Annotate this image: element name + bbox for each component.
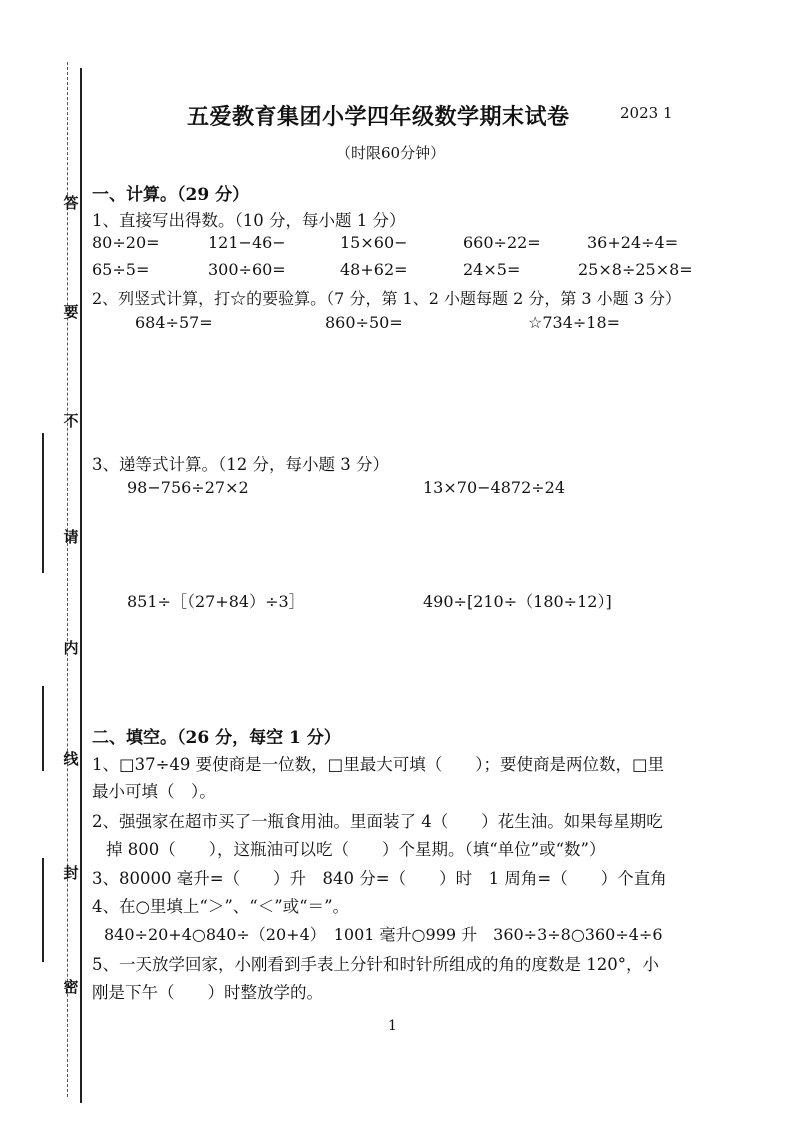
q1-expr: 80÷20= <box>92 233 160 252</box>
fill-line: 最小可填（ ）。 <box>92 782 216 801</box>
q1-expr: 36+24÷4= <box>587 233 679 252</box>
cut-line-dashed <box>67 62 68 1097</box>
binding-bar-2 <box>42 686 44 771</box>
fill-line: 掉 800（ ），这瓶油可以吃（ ）个星期。（填“单位”或“数”） <box>106 840 606 859</box>
margin-char-7: 封 <box>63 864 79 882</box>
q3-item: 13×70−4872÷24 <box>423 478 566 497</box>
binding-bar-3 <box>42 858 44 962</box>
page-number: 1 <box>388 1018 397 1034</box>
q3-item: 851÷［（27+84）÷3］ <box>127 592 305 611</box>
fill-line: 4、在○里填上“＞”、“＜”或“＝”。 <box>92 897 350 916</box>
margin-char-2: 要 <box>63 303 79 321</box>
q1-expr: 24×5= <box>463 260 521 279</box>
fill-line: 5、一天放学回家，小刚看到手表上分针和时针所组成的角的度数是 120°，小 <box>92 955 659 974</box>
section1-heading: 一、计算。（29 分） <box>92 185 250 205</box>
q1-expr: 15×60− <box>340 233 408 252</box>
q3-item: 98−756÷27×2 <box>127 478 249 497</box>
q1-label: 1、直接写出得数。（10 分，每小题 1 分） <box>92 211 406 230</box>
fill-line: 3、80000 毫升=（ ）升 840 分=（ ）时 1 周角=（ ）个直角 <box>92 869 667 888</box>
q1-expr: 65÷5= <box>92 260 150 279</box>
q2-item: 860÷50= <box>325 313 403 332</box>
time-limit: （时限60分钟） <box>336 144 446 162</box>
fill-line: 840÷20+4○840÷（20+4） 1001 毫升○999 升 360÷3÷8○360÷4÷6 <box>104 925 663 944</box>
fill-line: 刚是下午（ ）时整放学的。 <box>92 983 323 1002</box>
fill-line: 1、□37÷49 要使商是一位数，□里最大可填（ ）；要使商是两位数，□里 <box>92 755 665 774</box>
margin-char-8: 密 <box>63 978 79 996</box>
binding-margin-line <box>80 68 82 1103</box>
q3-label: 3、递等式计算。（12 分，每小题 3 分） <box>92 455 389 474</box>
fill-line: 2、强强家在超市买了一瓶食用油。里面装了 4（ ）花生油。如果每星期吃 <box>92 812 663 831</box>
q1-expr: 660÷22= <box>463 233 541 252</box>
q1-expr: 300÷60= <box>208 260 286 279</box>
margin-char-4: 请 <box>63 528 79 546</box>
q2-item: ☆734÷18= <box>528 313 621 332</box>
margin-char-6: 线 <box>63 750 79 768</box>
margin-char-5: 内 <box>63 639 79 657</box>
section2-heading: 二、填空。（26 分，每空 1 分） <box>92 728 341 748</box>
q2-label: 2、列竖式计算，打☆的要验算。（7 分，第 1、2 小题每题 2 分，第 3 小题 3 分） <box>92 289 682 308</box>
binding-bar-1 <box>42 433 44 573</box>
q1-expr: 25×8÷25×8= <box>578 260 693 279</box>
q2-item: 684÷57= <box>135 313 213 332</box>
q3-item: 490÷[210÷（180÷12）] <box>423 592 612 611</box>
exam-year: 2023 1 <box>620 104 673 122</box>
exam-title: 五爱教育集团小学四年级数学期末试卷 <box>187 104 570 130</box>
q1-expr: 48+62= <box>340 260 408 279</box>
q1-expr: 121−46− <box>208 233 286 252</box>
margin-char-1: 答 <box>63 194 79 212</box>
margin-char-3: 不 <box>63 412 79 430</box>
